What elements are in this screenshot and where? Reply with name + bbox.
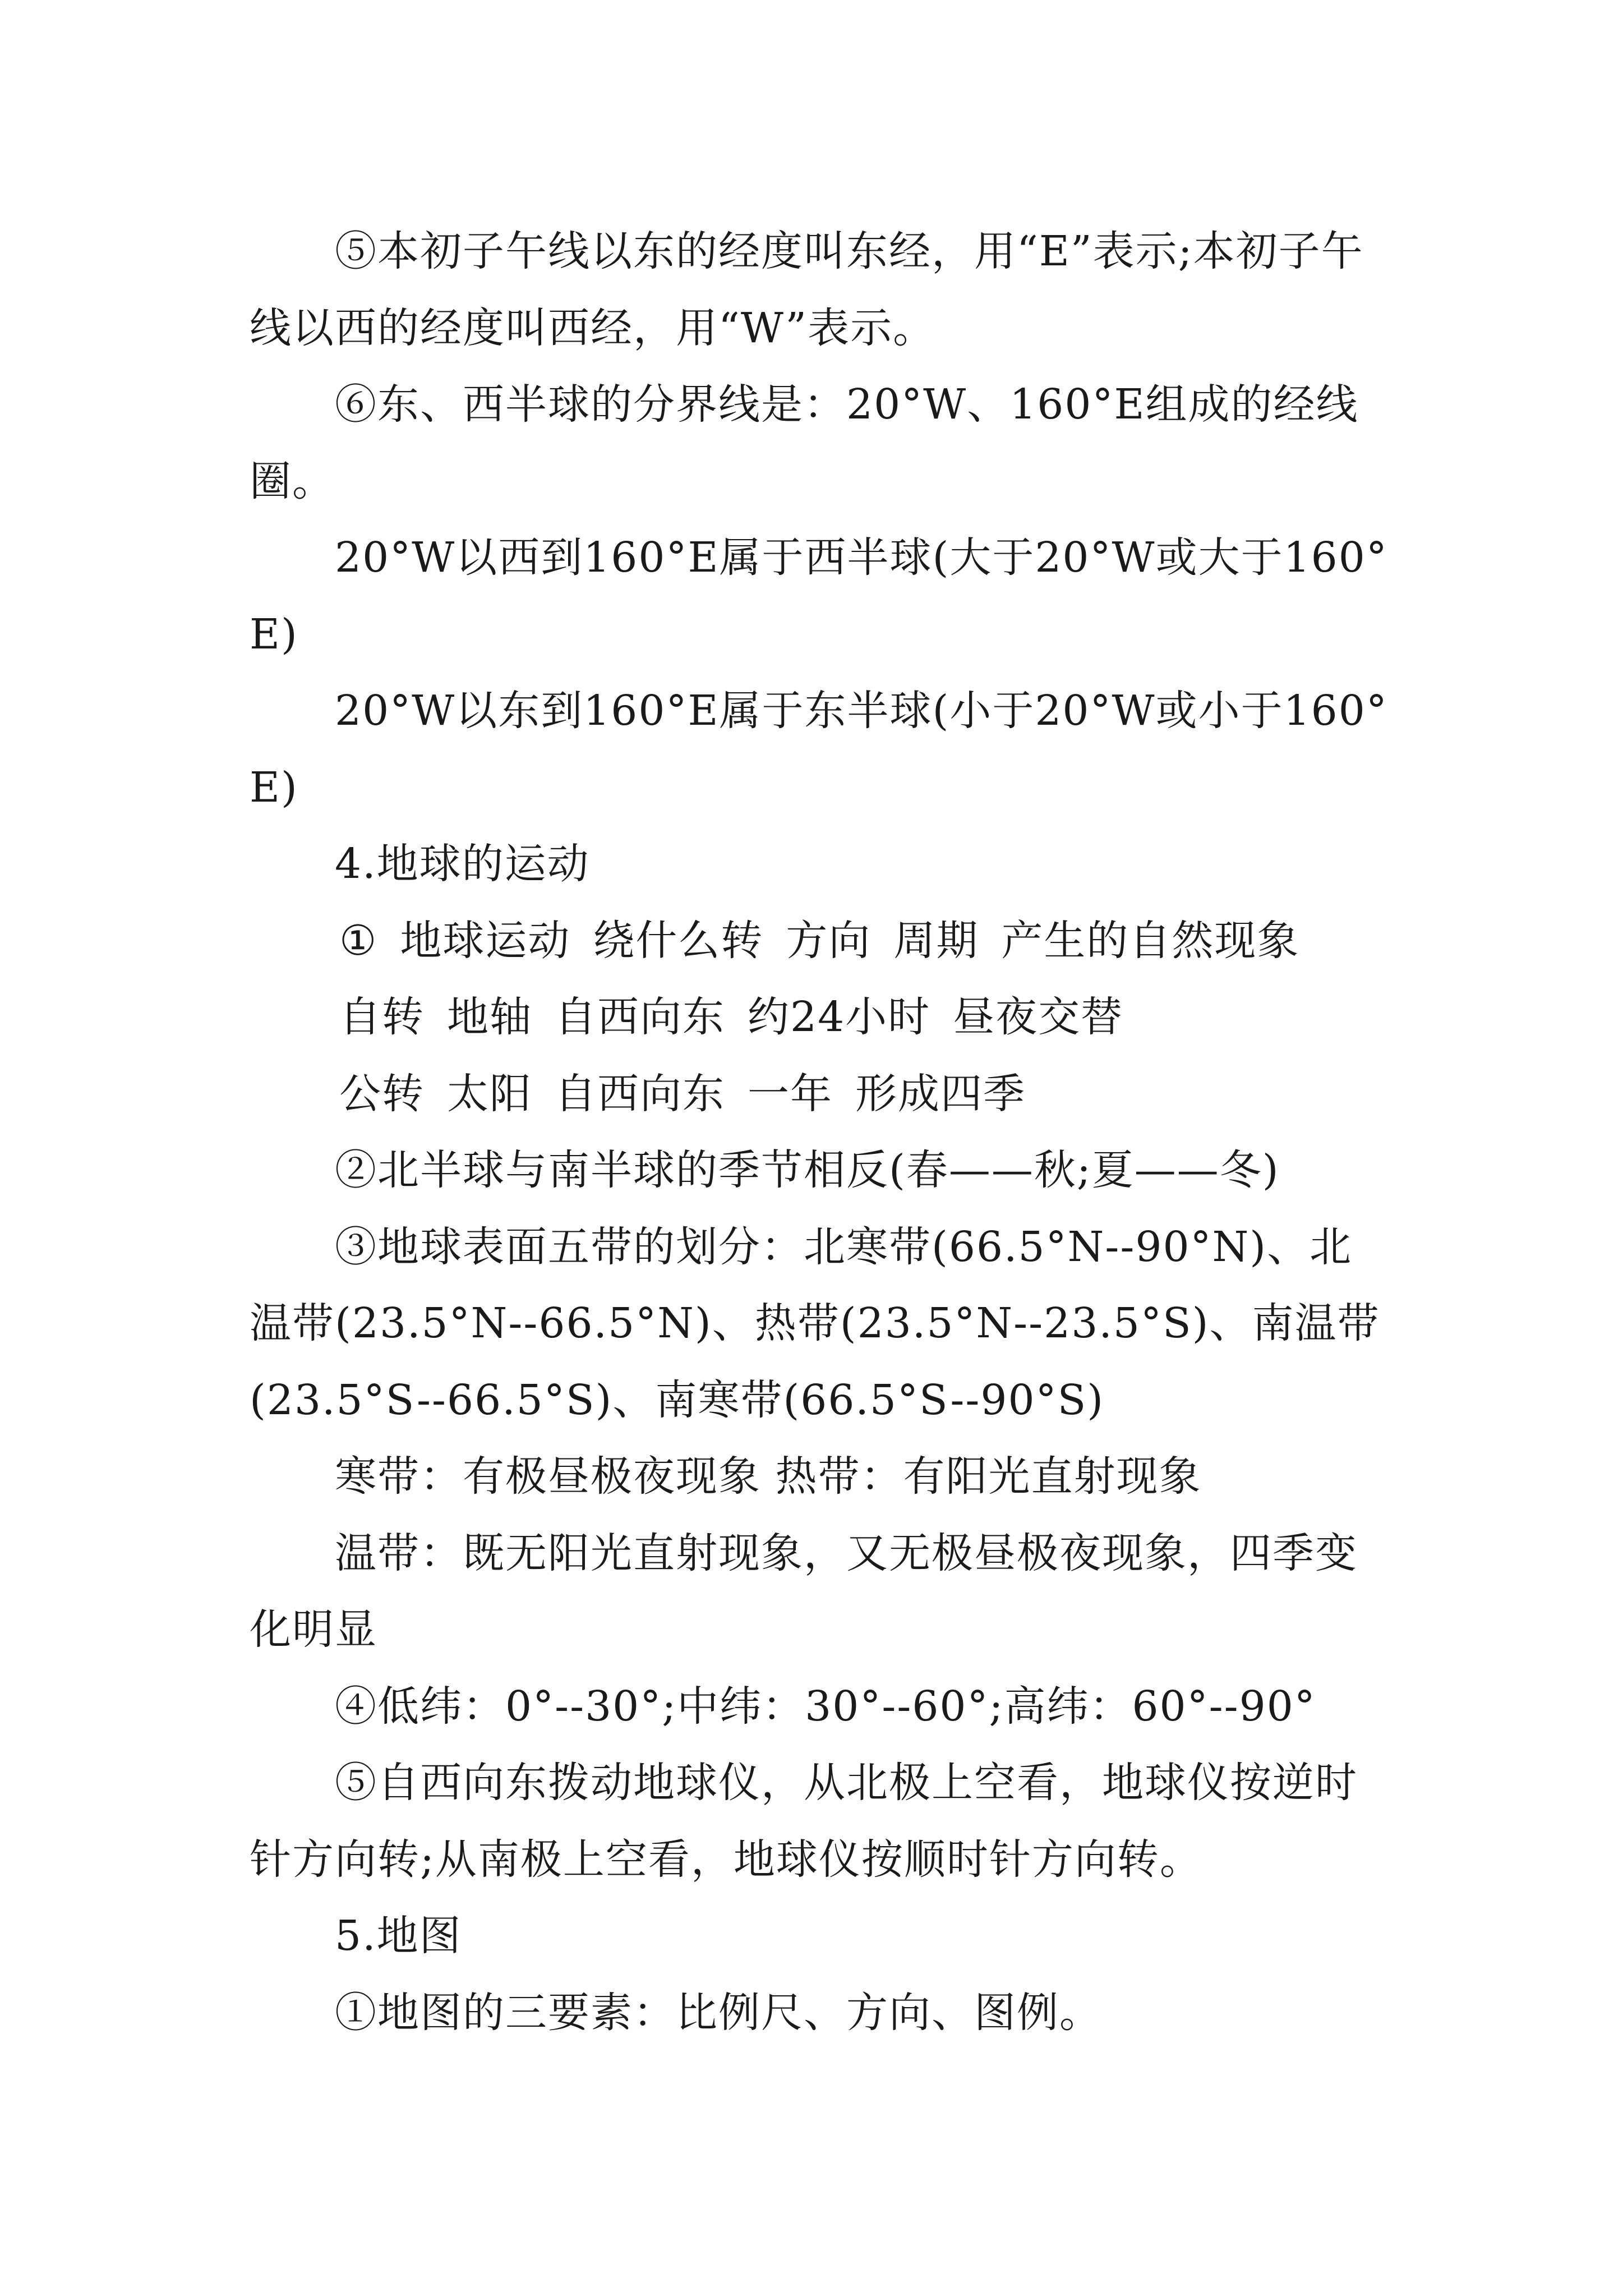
motion-table-cell: 一年 — [748, 1069, 833, 1118]
motion-table-header-cell: 产生的自然现象 — [1001, 916, 1300, 965]
motion-table-cell: 形成四季 — [855, 1069, 1026, 1118]
motion-table-header-cell: 地球运动 — [400, 916, 571, 965]
motion-table-cell: 地轴 — [447, 993, 532, 1041]
motion-table-header-cell: 方向 — [786, 916, 872, 965]
paragraph-east-west-longitude: ⑤本初子午线以东的经度叫东经，用“E”表示;本初子午线以西的经度叫西经，用“W”表示。 — [250, 227, 1364, 352]
motion-table-cell: 太阳 — [447, 1069, 532, 1118]
paragraph-hemisphere-boundary: ⑥东、西半球的分界线是：20°W、160°E组成的经线圈。 — [250, 380, 1359, 505]
paragraph-frigid-tropical: 寒带：有极昼极夜现象 热带：有阳光直射现象 — [335, 1452, 1202, 1501]
section-heading-earth-motion: 4.地球的运动 — [335, 840, 590, 888]
motion-table-cell: 昼夜交替 — [953, 993, 1124, 1041]
motion-table-cell: 公转 — [339, 1069, 425, 1118]
paragraph-western-hemisphere: 20°W以西到160°E属于西半球(大于20°W或大于160°E) — [250, 533, 1388, 659]
section-heading-map: 5.地图 — [335, 1912, 462, 1960]
paragraph-map-elements: ①地图的三要素：比例尺、方向、图例。 — [335, 1988, 1102, 2037]
paragraph-latitude-bands: ④低纬：0°--30°;中纬：30°--60°;高纬：60°--90° — [335, 1682, 1316, 1731]
motion-table-cell: 自转 — [339, 993, 425, 1041]
motion-table-row-rotation — [250, 979, 1388, 1056]
motion-table-header — [250, 903, 1388, 979]
document-body — [250, 213, 1388, 2051]
motion-table-cell: 自西向东 — [555, 1069, 725, 1118]
paragraph-five-zones: ③地球表面五带的划分：北寒带(66.5°N--90°N)、北温带(23.5°N--66.5°N)、热带(23.5°N--23.5°S)、南温带(23.5°S--66.5°S)、南寒带(66.5°S--90°S) — [250, 1222, 1380, 1424]
motion-table-row-revolution — [250, 1056, 1388, 1133]
paragraph-temperate: 温带：既无阳光直射现象，又无极昼极夜现象，四季变化明显 — [250, 1529, 1358, 1654]
paragraph-opposite-seasons: ②北半球与南半球的季节相反(春——秋;夏——冬) — [335, 1146, 1280, 1194]
motion-table-cell: 自西向东 — [555, 993, 725, 1041]
paragraph-eastern-hemisphere: 20°W以东到160°E属于东半球(小于20°W或小于160°E) — [250, 687, 1388, 812]
motion-table-header-cell: 周期 — [893, 916, 979, 965]
motion-table-header-cell: 绕什么转 — [593, 916, 764, 965]
motion-table-marker: ① — [339, 916, 378, 965]
paragraph-globe-rotation: ⑤自西向东拨动地球仪，从北极上空看，地球仪按逆时针方向转;从南极上空看，地球仪按顺时针方向转。 — [250, 1759, 1358, 1884]
motion-table-cell: 约24小时 — [748, 993, 931, 1041]
